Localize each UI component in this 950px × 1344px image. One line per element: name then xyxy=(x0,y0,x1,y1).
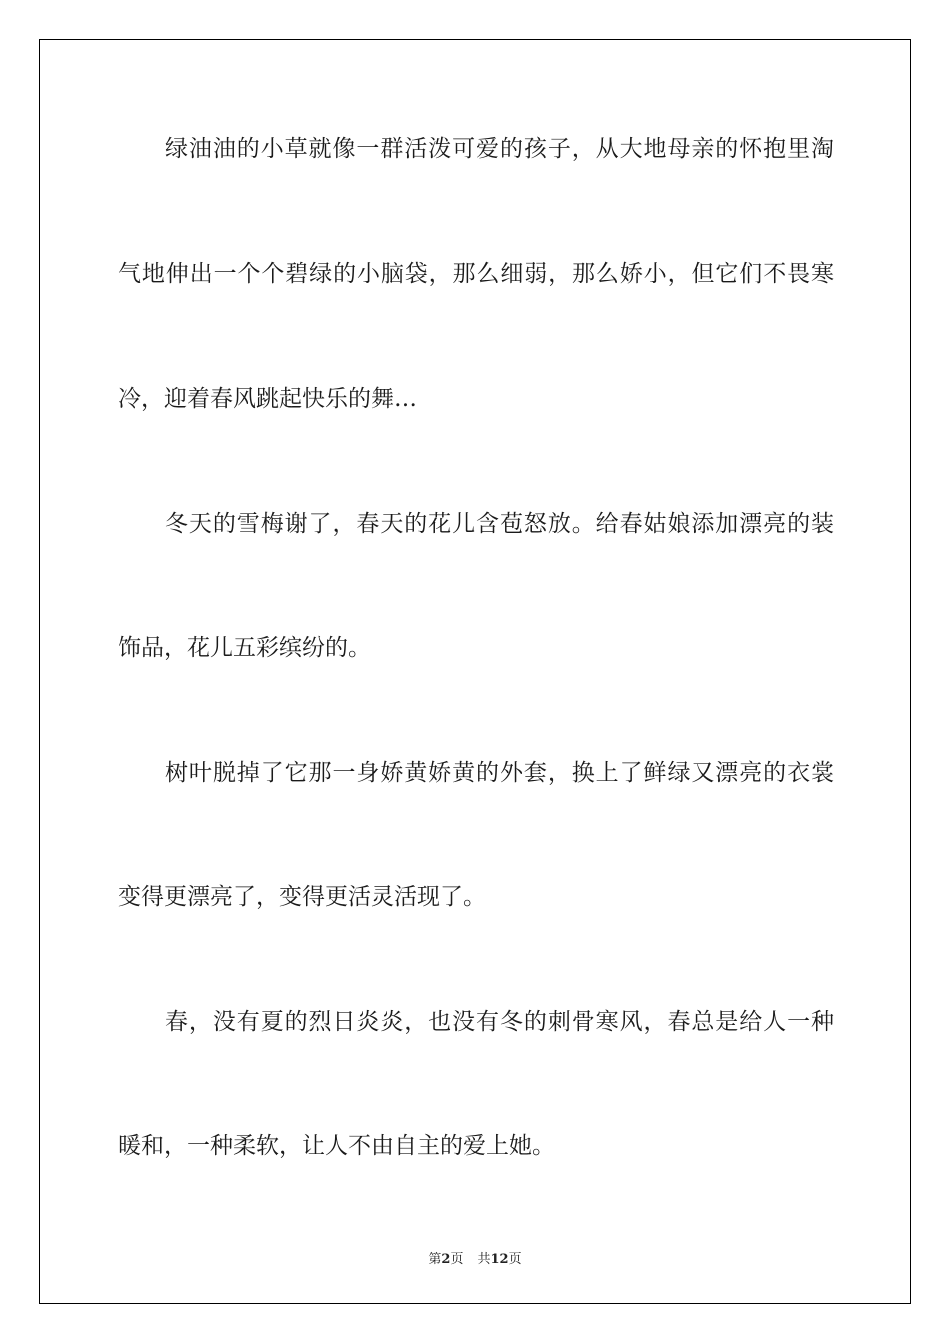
paragraph-1-line-3: 冷，迎着春风跳起快乐的舞… xyxy=(118,386,417,412)
total-pages: 12 xyxy=(490,1252,509,1267)
paragraph-2-line-2: 饰品，花儿五彩缤纷的。 xyxy=(118,635,371,661)
page-suffix: 页 xyxy=(450,1252,464,1267)
page-footer xyxy=(0,1248,950,1267)
paragraph-3-line-2: 变得更漂亮了，变得更活灵活现了。 xyxy=(118,884,486,910)
paragraph-2-line-1: 冬天的雪梅谢了，春天的花儿含苞怒放。给春姑娘添加漂亮的装 xyxy=(165,511,834,537)
paragraph-3-line-1: 树叶脱掉了它那一身娇黄娇黄的外套，换上了鲜绿又漂亮的衣裳 xyxy=(165,760,834,786)
total-suffix: 页 xyxy=(508,1252,522,1267)
paragraph-1-line-2: 气地伸出一个个碧绿的小脑袋，那么细弱，那么娇小，但它们不畏寒 xyxy=(118,261,834,287)
paragraph-4-line-2: 暖和，一种柔软，让人不由自主的爱上她。 xyxy=(118,1133,555,1159)
paragraph-1-line-1: 绿油油的小草就像一群活泼可爱的孩子，从大地母亲的怀抱里淘 xyxy=(165,136,834,162)
paragraph-4-line-1: 春，没有夏的烈日炎炎，也没有冬的刺骨寒风，春总是给人一种 xyxy=(165,1009,834,1035)
total-prefix: 共 xyxy=(477,1252,491,1267)
page-prefix: 第 xyxy=(428,1252,442,1267)
page-number: 2 xyxy=(441,1252,451,1267)
page-border xyxy=(39,39,911,1304)
